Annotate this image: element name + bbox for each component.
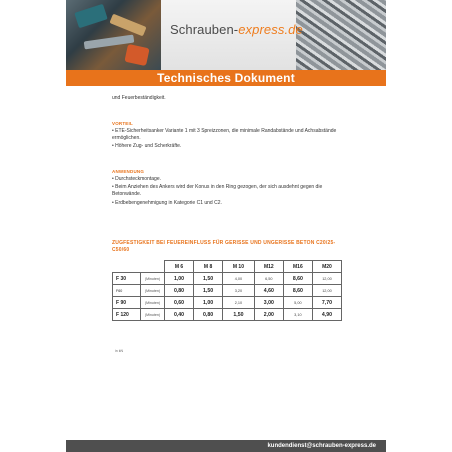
document-title-banner: Technisches Dokument: [66, 70, 386, 86]
table-cell: 3,00: [254, 297, 283, 309]
table-cell: 12,00: [312, 285, 341, 297]
table-row: [113, 309, 342, 321]
table-cell: 0,80: [165, 285, 194, 297]
tensile-strength-table: [112, 260, 342, 321]
table-cell: 1,50: [194, 273, 223, 285]
row-unit: (Minuten): [141, 309, 165, 321]
row-unit: (Minuten): [141, 297, 165, 309]
table-cell: 4,00: [223, 273, 255, 285]
row-label: F60: [113, 285, 141, 297]
table-row: [113, 273, 342, 285]
row-label: F 90: [113, 297, 141, 309]
row-unit: (Minuten): [141, 285, 165, 297]
table-cell: 12,00: [312, 273, 341, 285]
table-cell: 0,40: [165, 309, 194, 321]
vorteil-item-1: • ETE-Sicherheitsanker Variante 1 mit 3 Spreizzonen, die minimale Randabstände und Achsabstände ermöglichen.: [112, 128, 337, 141]
tools-photo: [66, 0, 161, 70]
table-title: ZUGFESTIGKEIT BEI FEUEREINFLUSS FÜR GERISSE UND UNGERISSE BETON C20/25-C50/60: [112, 240, 336, 253]
table-cell: 3,20: [223, 285, 255, 297]
table-header-row: [113, 261, 342, 273]
logo-accent-text: express.de: [238, 22, 303, 37]
vorteil-title: VORTEIL: [112, 121, 133, 126]
anwendung-item-2: • Beim Anziehen des Ankers wird der Konus in den Ring gezogen, der sich ausdehnt gegen die Betonwände.: [112, 184, 323, 197]
row-unit: (Minuten): [141, 273, 165, 285]
table-cell: 1,50: [194, 285, 223, 297]
header-cell: [141, 261, 165, 273]
table-row: [113, 285, 342, 297]
company-logo: [170, 22, 303, 37]
row-label: F 30: [113, 273, 141, 285]
table-cell: 5,00: [283, 297, 312, 309]
row-label: F 120: [113, 309, 141, 321]
intro-text: und Feuerbeständigkeit.: [112, 95, 166, 101]
anwendung-item-3: • Erdbebengenehmigung in Kategorie C1 und C2.: [112, 200, 222, 206]
anwendung-title: ANWENDUNG: [112, 169, 145, 174]
table-cell: 8,60: [283, 273, 312, 285]
table-cell: 0,60: [165, 297, 194, 309]
table-row: [113, 297, 342, 309]
table-cell: 2,10: [223, 297, 255, 309]
header-cell: M12: [254, 261, 283, 273]
header-cell: M16: [283, 261, 312, 273]
screws-photo: [296, 0, 386, 70]
table-cell: 6,50: [254, 273, 283, 285]
unit-note: in kN: [115, 349, 123, 353]
header-cell: M 6: [165, 261, 194, 273]
table-cell: 1,50: [223, 309, 255, 321]
header-cell: M 10: [223, 261, 255, 273]
footer-bar: [66, 440, 386, 452]
table-cell: 1,00: [194, 297, 223, 309]
table-cell: 8,60: [283, 285, 312, 297]
table-cell: 2,00: [254, 309, 283, 321]
table-cell: 4,60: [254, 285, 283, 297]
support-email-link[interactable]: kundendienst@schrauben-express.de: [267, 443, 376, 449]
logo-main-text: Schrauben-: [170, 22, 239, 37]
vorteil-item-2: • Höhere Zug- und Scherkräfte.: [112, 143, 182, 149]
header-cell: M 8: [194, 261, 223, 273]
anwendung-item-1: • Durchsteckmontage.: [112, 176, 161, 182]
table-cell: 1,00: [165, 273, 194, 285]
header-cell: [113, 261, 141, 273]
document-header: [66, 0, 386, 86]
table-cell: 3,10: [283, 309, 312, 321]
header-cell: M20: [312, 261, 341, 273]
table-cell: 7,70: [312, 297, 341, 309]
table-cell: 0,80: [194, 309, 223, 321]
table-cell: 4,90: [312, 309, 341, 321]
